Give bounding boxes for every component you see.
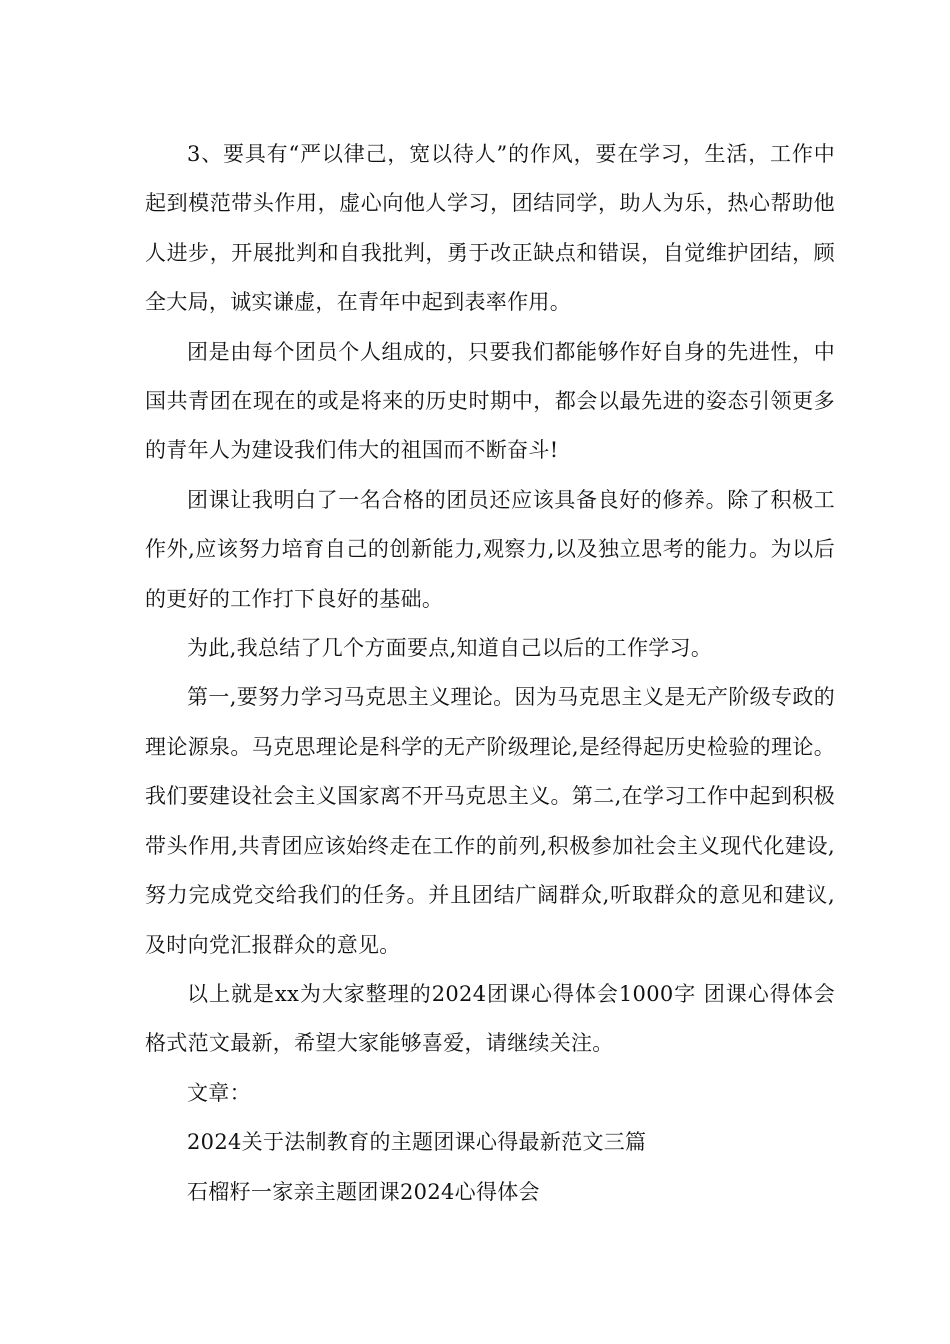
paragraph-conduct: 3、要具有“严以律己，宽以待人”的作风，要在学习，生活，工作中起到模范带头作用，虚心向他人学习，团结同学，助人为乐，热心帮助他人进步，开展批判和自我批判，勇于改正缺点和错误，自觉维护团结，顾全大局，诚实谦虚，在青年中起到表率作用。 bbox=[145, 142, 835, 315]
paragraph-key-points: 第一,要努力学习马克思主义理论。因为马克思主义是无产阶级专政的理论源泉。马克思理论是科学的无产阶级理论,是经得起历史检验的理论。我们要建设社会主义国家离不开马克思主义。第二,在学习工作中起到积极带头作用,共青团应该始终走在工作的前列,积极参加社会主义现代化建设,努力完成党交给我们的任务。并且团结广阔群众,听取群众的意见和建议,及时向党汇报群众的意见。 bbox=[145, 685, 835, 957]
related-article-link[interactable]: 2024关于法制教育的主题团课心得最新范文三篇 bbox=[187, 1130, 647, 1155]
paragraph-self-cultivation: 团课让我明白了一名合格的团员还应该具备良好的修养。除了积极工作外,应该努力培育自己的创新能力,观察力,以及独立思考的能力。为以后的更好的工作打下良好的基础。 bbox=[145, 487, 835, 611]
article-label: 文章： bbox=[187, 1080, 251, 1105]
paragraph-closing: 以上就是xx为大家整理的2024团课心得体会1000字 团课心得体会格式范文最新，希望大家能够喜爱，请继续关注。 bbox=[145, 981, 835, 1056]
related-article-link[interactable]: 石榴籽一家亲主题团课2024心得体会 bbox=[187, 1179, 540, 1204]
paragraph-league-members: 团是由每个团员个人组成的，只要我们都能够作好自身的先进性，中国共青团在现在的或是将来的历史时期中，都会以最先进的姿态引领更多的青年人为建设我们伟大的祖国而不断奋斗! bbox=[145, 339, 835, 463]
paragraph-summary-intro: 为此,我总结了几个方面要点,知道自己以后的工作学习。 bbox=[187, 636, 713, 661]
document-body bbox=[145, 130, 835, 1217]
